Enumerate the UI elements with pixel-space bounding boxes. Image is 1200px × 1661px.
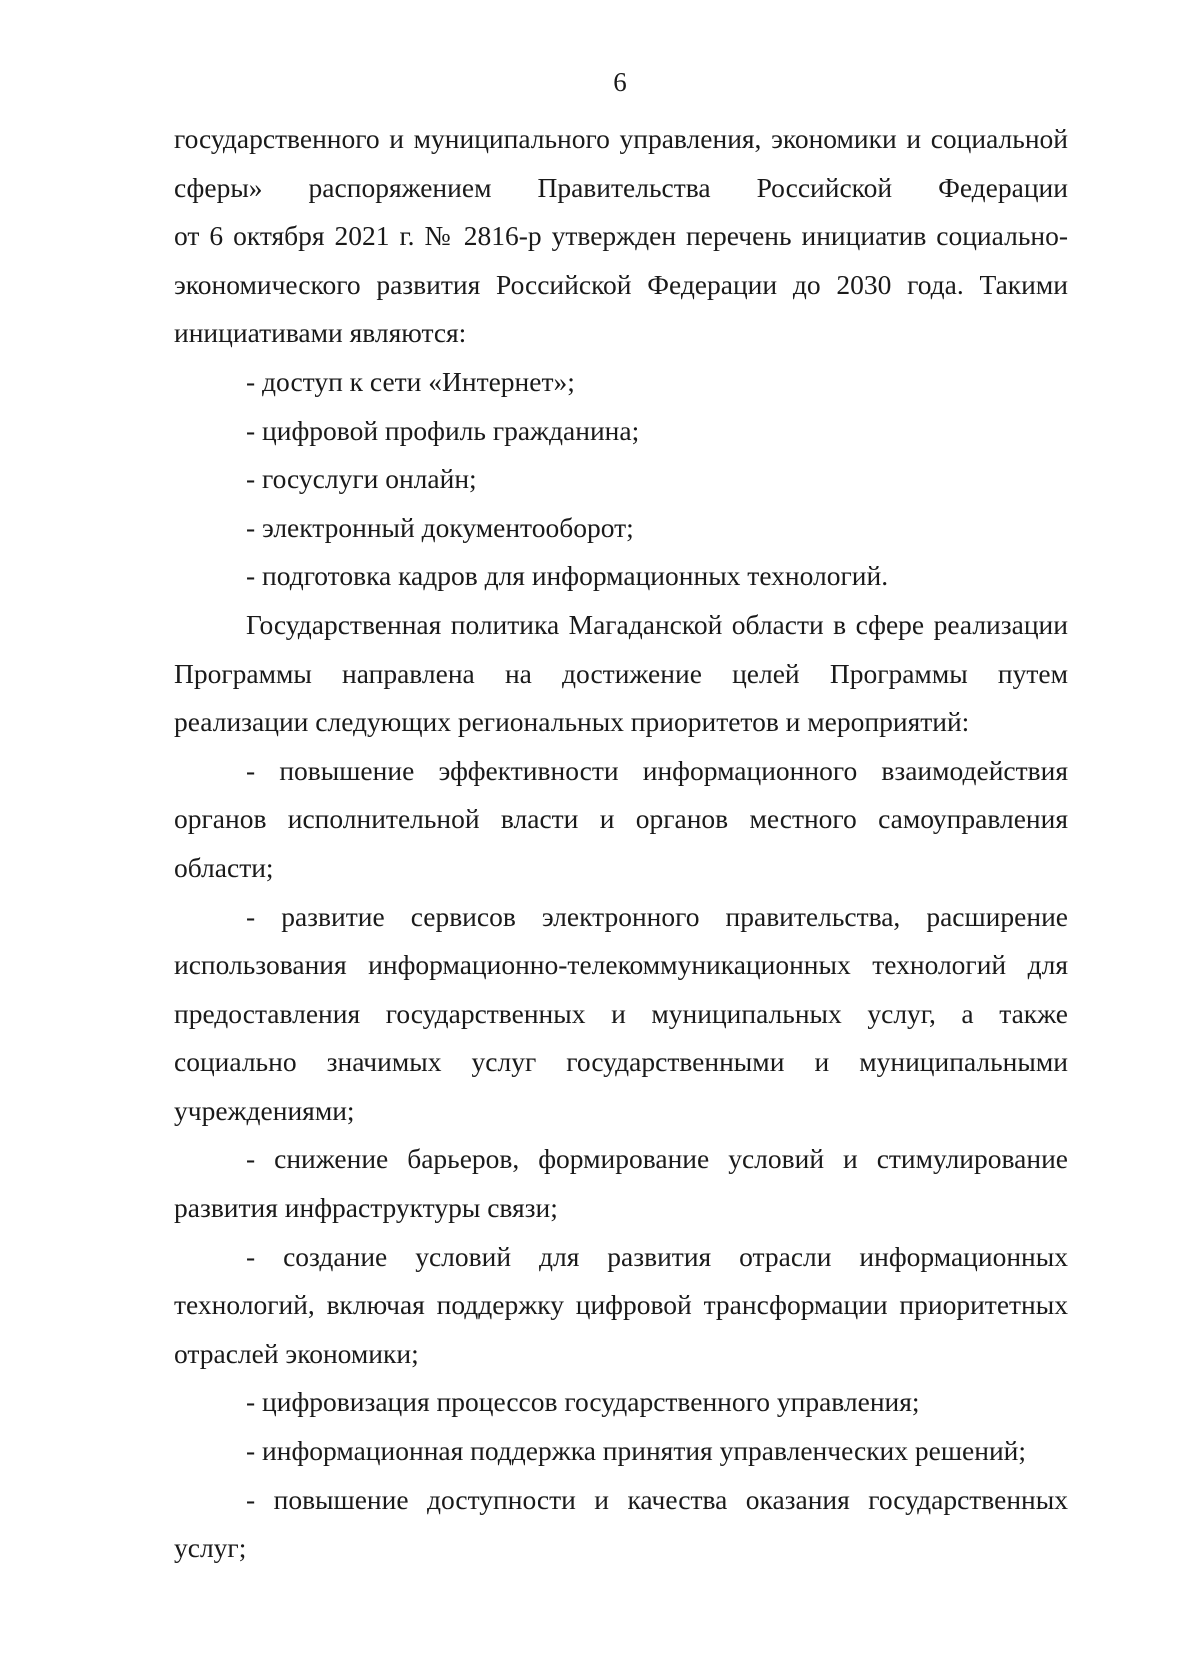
priority-item: - повышение доступности и качества оказания государственных услуг; — [174, 1483, 1068, 1564]
priority-item: - цифровизация процессов государственного управления; — [246, 1386, 920, 1418]
intro-line: экономического развития Российской Федерации до 2030 года. Такими — [174, 268, 1068, 300]
page-number: 6 — [613, 67, 627, 97]
policy-paragraph: Государственная политика Магаданской области в сфере реализации Программы направлена на достижение целей Программы путем реализации следующих региональных приоритетов и мероприятий: — [174, 608, 1068, 738]
initiative-item: - подготовка кадров для информационных технологий. — [246, 560, 889, 592]
priority-item: - снижение барьеров, формирование условий и стимулирование развития инфраструктуры связи; — [174, 1143, 1068, 1224]
document-body — [174, 115, 1068, 1573]
intro-line: сферы» распоряжением Правительства Российской Федерации — [174, 171, 1068, 203]
initiative-item: - доступ к сети «Интернет»; — [246, 365, 575, 397]
initiative-item: - госуслуги онлайн; — [246, 463, 477, 495]
initiative-item: - электронный документооборот; — [246, 511, 634, 543]
priority-item: - развитие сервисов электронного правительства, расширение использования информационно-телекоммуникационных технологий для предоставления государственных и муниципальных услуг, а также социально значимых услуг государственными и муниципальными учреждениями; — [174, 900, 1068, 1126]
priority-item: - повышение эффективности информационного взаимодействия органов исполнительной власти и органов местного самоуправления области; — [174, 754, 1068, 883]
priority-item: - создание условий для развития отрасли информационных технологий, включая поддержку цифровой трансформации приоритетных отраслей экономики; — [174, 1240, 1068, 1369]
intro-line: государственного и муниципального управления, экономики и социальной — [174, 123, 1068, 154]
initiative-item: - цифровой профиль гражданина; — [246, 414, 640, 446]
intro-line: инициативами являются: — [174, 317, 467, 349]
intro-line: от 6 октября 2021 г. № 2816-р утвержден перечень инициатив социально- — [174, 220, 1068, 252]
priority-item: - информационная поддержка принятия управленческих решений; — [246, 1435, 1027, 1467]
